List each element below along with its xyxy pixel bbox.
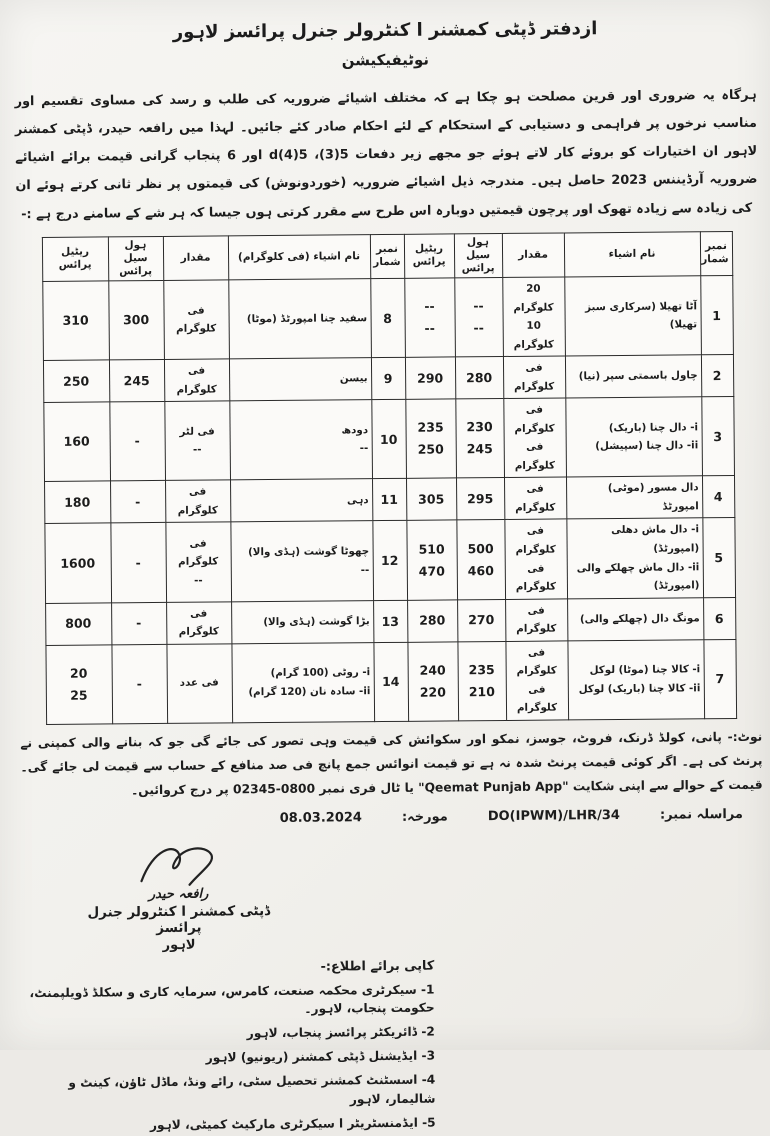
item-retail-price: 160 — [43, 402, 110, 482]
item-name: دودھ -- — [229, 400, 372, 480]
item-retail-price: 310 — [42, 281, 109, 361]
col-header-retail-left: ریٹیل پرائس — [42, 237, 108, 282]
distribution-item: 3- ایڈیشنل ڈپٹی کمشنر (ریونیو) لاہور — [205, 1048, 436, 1065]
item-serial: 10 — [371, 400, 406, 479]
reference-label: مراسلہ نمبر: — [659, 806, 744, 823]
signatory-designation: ڈپٹی کمشنر ا کنٹرولر جنرل پرائسز — [87, 902, 271, 936]
table-row — [43, 355, 733, 403]
item-retail-price: 290 — [405, 357, 455, 399]
item-wholesale-price: 295 — [456, 478, 504, 520]
col-header-qty-left: مقدار — [163, 236, 228, 281]
item-retail-price: 1600 — [44, 523, 111, 603]
item-wholesale-price: 500 460 — [456, 520, 505, 600]
reference-number: DO(IPWM)/LHR/34 — [487, 807, 620, 824]
item-name: چھوٹا گوشت (ہڈی والا) -- — [230, 521, 373, 601]
distribution-item: 4- اسسٹنٹ کمشنر تحصیل سٹی، رائے ونڈ، ماڈل ٹاؤن، کینٹ و شالیمار، لاہور — [68, 1072, 436, 1107]
item-name: مونگ دال (چھلکے والی) — [567, 597, 703, 640]
signature-mark — [123, 840, 233, 893]
intro-paragraph: ہرگاہ یہ ضروری اور قرین مصلحت ہو چکا ہے کہ مختلف اشیائے ضروریہ کی طلب و رسد کی مساوی تقسیم اور مناسب نرخوں پر فراہمی و دستیابی کے استحکام کے لئے احکام صادر کئے جائیں۔ لہذا میں رافعہ حیدر، ڈپٹی کمشنر لاہور ان اختیارات کو بروئے کار لاتے ہوئے جو مجھے زیر دفعات 5(3)، 5(4)d اور 6 پنجاب گرانی قیمت برائے اشیائے ضروریہ آرڈیننس 2023 حاصل ہیں۔ مندرجہ ذیل اشیائے ضروریہ (خوردونوش) کی قیمتوں پر نظر ثانی کرتے ہوئے ان کی زیادہ سے زیادہ تھوک اور پرچون قیمتیں دوبارہ اس طرح سے مقرر کرتی ہوں جیسا کہ ہر شے کے سامنے درج ہے :- — [14, 87, 758, 222]
item-retail-price: 305 — [406, 478, 456, 520]
col-header-retail-right: ریٹیل پرائس — [404, 234, 454, 279]
item-retail-price: 180 — [44, 481, 110, 524]
item-wholesale-price: - — [111, 602, 166, 645]
item-retail-price: 20 25 — [45, 645, 112, 725]
col-header-serial-right: نمبر شمار — [700, 231, 732, 276]
item-qty: فی کلوگرام — [165, 480, 230, 523]
item-wholesale-price: 270 — [457, 599, 505, 641]
item-qty: فی کلوگرام — [505, 599, 567, 642]
distribution-item: 5- ایڈمنسٹریٹر ا سیکرٹری مارکیٹ کمیٹی، لاہور — [149, 1115, 436, 1133]
item-name: i- روٹی (100 گرام) ii- سادہ نان (120 گرام) — [231, 642, 374, 722]
page-title: ازدفتر ڈپٹی کمشنر ا کنٹرولر جنرل پرائسز لاہور — [172, 18, 598, 43]
item-qty: فی کلوگرام فی کلوگرام — [503, 398, 566, 478]
item-wholesale-price: - — [109, 402, 165, 482]
item-name: i- کالا چنا (موٹا) لوکل ii- کالا چنا (باریک) لوکل — [567, 639, 704, 719]
item-wholesale-price: - — [110, 481, 165, 524]
item-retail-price: 280 — [407, 599, 457, 641]
date-label: مورخہ: — [401, 809, 448, 825]
item-serial: 6 — [703, 597, 735, 639]
item-serial: 14 — [373, 642, 408, 721]
item-name: i- دال چنا (باریک) ii- دال چنا (سپیشل) — [565, 397, 702, 477]
item-wholesale-price: -- -- — [454, 278, 503, 358]
item-qty: فی کلوگرام — [166, 601, 231, 644]
item-wholesale-price: 235 210 — [457, 641, 506, 721]
item-serial: 11 — [372, 479, 406, 521]
item-wholesale-price: 230 245 — [455, 399, 504, 479]
item-qty: 20 کلوگرام 10 کلوگرام — [502, 277, 565, 357]
distribution-item: 2- ڈائریکٹر پرائسز پنجاب، لاہور — [246, 1024, 435, 1041]
table-row — [43, 397, 734, 482]
distribution-list — [22, 953, 766, 1136]
item-qty: فی لٹر -- — [164, 401, 230, 481]
item-serial: 8 — [370, 278, 405, 357]
item-retail-price: 800 — [45, 602, 111, 645]
item-qty: فی کلوگرام — [504, 477, 566, 520]
item-wholesale-price: 300 — [108, 281, 164, 361]
distribution-item: 1- سیکرٹری محکمہ صنعت، کامرس، سرمایہ کاری و سکلڈ ڈویلپمنٹ، حکومت پنجاب، لاہور۔ — [29, 982, 435, 1017]
item-wholesale-price: - — [111, 644, 167, 724]
signatory-city: لاہور — [162, 937, 196, 953]
table-header-row — [42, 231, 732, 281]
item-wholesale-price: 245 — [109, 360, 164, 403]
item-retail-price: 250 — [43, 360, 109, 403]
item-wholesale-price: - — [110, 523, 166, 603]
col-header-qty-right: مقدار — [502, 233, 564, 278]
col-header-name-left: نام اشیاء (فی کلوگرام) — [228, 234, 370, 280]
table-row — [45, 639, 736, 724]
item-name: بیسن — [229, 358, 371, 401]
item-serial: 5 — [702, 518, 735, 597]
item-serial: 13 — [373, 600, 407, 642]
notification-heading: نوٹیفیکیشن — [341, 50, 430, 70]
item-qty: فی عدد — [166, 644, 232, 724]
item-retail-price: 240 220 — [407, 642, 458, 722]
item-retail-price: 235 250 — [405, 399, 456, 479]
item-qty: فی کلوگرام — [164, 359, 229, 402]
reference-line — [21, 806, 763, 827]
item-wholesale-price: 280 — [455, 357, 503, 399]
item-name: چاول باسمتی سپر (نیا) — [565, 355, 701, 398]
item-qty: فی کلوگرام — [163, 280, 229, 360]
signatory-name: رافعہ حیدر — [148, 886, 209, 902]
table-row — [45, 597, 735, 645]
item-name: آٹا تھیلا (سرکاری سبز تھیلا) — [564, 276, 701, 356]
col-header-serial-left: نمبر شمار — [370, 234, 404, 279]
item-serial: 2 — [701, 355, 733, 397]
item-name: بڑا گوشت (ہڈی والا) — [231, 600, 373, 643]
col-header-wholesale-right: ہول سیل پرائس — [454, 233, 502, 278]
distribution-heading: کاپی برائے اطلاع:- — [320, 958, 435, 975]
item-retail-price: 510 470 — [406, 520, 457, 600]
item-qty: فی کلوگرام فی کلوگرام — [505, 641, 568, 721]
note-paragraph: نوٹ:- پانی، کولڈ ڈرنک، فروٹ، جوسز، نمکو اور سکوائش کی قیمت وہی تصور کی جائے گی جو کہ بنانے والی کمپنی نے پرنٹ کی ہے۔ اگر کوئی قیمت پرنٹ شدہ نہ ہے تو قیمت انوائس جمع پانچ فی صد منافع کے حساب سے قیمت لی جائے گی۔ قیمت کے حوالے سے اپنی شکایت "Qeemat Punjab App" یا ٹال فری نمبر 0800-02345 پر درج کروائیں۔ — [20, 729, 763, 797]
item-serial: 9 — [371, 358, 405, 400]
col-header-wholesale-left: ہول سیل پرائس — [108, 236, 163, 281]
item-name: دہی — [230, 479, 372, 522]
item-serial: 3 — [701, 397, 734, 476]
signature-block — [63, 840, 294, 954]
date-value: 08.03.2024 — [279, 809, 362, 826]
item-serial: 1 — [700, 276, 733, 355]
item-name: دال مسور (موٹی) امپورٹڈ — [566, 476, 702, 519]
item-qty: فی کلوگرام فی کلوگرام — [504, 519, 567, 599]
item-qty: فی کلوگرام — [503, 356, 565, 399]
item-name: سفید چنا امپورٹڈ (موٹا) — [228, 279, 371, 359]
table-row — [44, 518, 735, 603]
item-retail-price: -- -- — [404, 278, 455, 358]
item-qty: فی کلوگرام -- — [165, 522, 231, 602]
table-row — [42, 276, 733, 361]
item-serial: 4 — [702, 476, 734, 518]
col-header-name-right: نام اشیاء — [564, 231, 700, 277]
item-serial: 12 — [372, 521, 407, 600]
item-serial: 7 — [703, 639, 736, 718]
price-table — [41, 231, 736, 725]
item-name: i- دال ماش دھلی (امپورٹڈ) ii- دال ماش چھلکے والی (امپورٹڈ) — [566, 518, 703, 598]
table-row — [44, 476, 734, 524]
